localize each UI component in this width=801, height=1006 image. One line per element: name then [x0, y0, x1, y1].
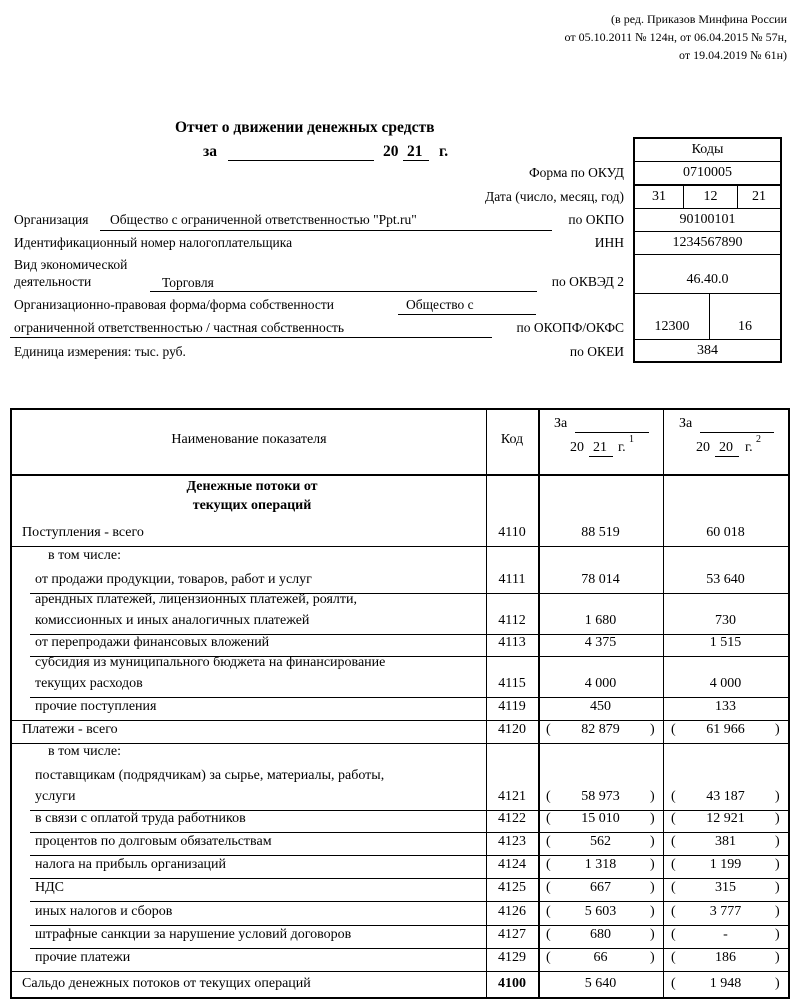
col-header-cur-year: 21	[593, 440, 607, 455]
row-line	[30, 925, 788, 926]
amendment-note-line2: от 05.10.2011 № 124н, от 06.04.2015 № 57н,	[564, 30, 787, 44]
row-code: 4112	[498, 613, 526, 628]
paren-close: )	[650, 880, 655, 895]
activity-label-line2: деятельности	[14, 274, 92, 289]
paren-open: (	[546, 857, 551, 872]
header-bottom-line	[10, 474, 788, 476]
row-value-prev: 4 000	[709, 676, 742, 691]
col-header-prev-year-underline	[715, 456, 739, 457]
table-border-left	[10, 408, 12, 999]
paren-open: (	[546, 722, 551, 737]
row-label: в связи с оплатой труда работников	[35, 811, 246, 826]
row-code: 4121	[498, 789, 526, 804]
paren-close: )	[775, 976, 780, 991]
year-label: г.	[439, 143, 449, 160]
inn-label-short: ИНН	[594, 235, 624, 250]
section-title-line2: текущих операций	[192, 498, 312, 513]
activity-value: Торговля	[162, 275, 214, 290]
row-label: комиссионных и иных аналогичных платежей	[35, 613, 310, 628]
row-value-cur: 4 375	[584, 635, 617, 650]
paren-close: )	[775, 880, 780, 895]
row-code: 4125	[498, 880, 526, 895]
col-header-cur-year-pre: 20	[570, 440, 584, 455]
row-line	[30, 948, 788, 949]
row-code: 4110	[498, 525, 526, 540]
paren-open: (	[546, 904, 551, 919]
col-header-cur-g: г.	[618, 440, 626, 455]
date-label: Дата (число, месяц, год)	[485, 189, 624, 204]
row-line	[30, 697, 788, 698]
table-border-right	[788, 408, 790, 999]
period-prefix: за	[203, 143, 217, 160]
activity-underline	[150, 291, 537, 292]
unit-label: Единица измерения: тыс. руб.	[14, 344, 186, 359]
section-title-line1: Денежные потоки от	[186, 479, 318, 494]
legal-form-label: Организационно-правовая форма/форма собственности	[14, 297, 335, 312]
row-label: процентов по долговым обязательствам	[35, 834, 272, 849]
col-header-prev-footnote: 2	[756, 434, 761, 445]
codes-header: Коды	[634, 138, 781, 162]
row-value-cur: 88 519	[581, 525, 620, 540]
col-header-cur-prefix: За	[554, 416, 568, 431]
row-value-prev: 381	[715, 834, 736, 849]
row-value-prev: 133	[715, 699, 736, 714]
row-line	[30, 832, 788, 833]
row-line	[10, 720, 788, 721]
paren-close: )	[775, 834, 780, 849]
col-header-cur-underline	[575, 432, 649, 433]
paren-close: )	[650, 927, 655, 942]
amendment-note-line3: от 19.04.2019 № 61н)	[679, 48, 787, 62]
row-value-cur: 680	[590, 927, 611, 942]
paren-open: (	[671, 950, 676, 965]
okpo-label: по ОКПО	[568, 212, 624, 227]
okud-label: Форма по ОКУД	[528, 165, 624, 180]
row-label: налога на прибыль организаций	[35, 857, 227, 872]
paren-close: )	[650, 857, 655, 872]
row-value-prev: 186	[715, 950, 736, 965]
paren-close: )	[650, 722, 655, 737]
row-value-cur: 66	[593, 950, 608, 965]
year-value: 21	[407, 143, 423, 160]
paren-close: )	[775, 904, 780, 919]
paren-close: )	[650, 789, 655, 804]
row-code: 4122	[498, 811, 526, 826]
row-value-cur: 78 014	[581, 572, 620, 587]
okei-code: 384	[634, 339, 781, 363]
row-value-cur: 450	[590, 699, 611, 714]
row-value-prev: 315	[715, 880, 736, 895]
org-label: Организация	[14, 212, 89, 227]
row-value-prev: 1 199	[709, 857, 742, 872]
row-value-cur: 562	[590, 834, 611, 849]
year-prefix: 20	[383, 143, 399, 160]
row-code: 4124	[498, 857, 526, 872]
row-value-prev: 53 640	[706, 572, 745, 587]
legal-form-value-line1: Общество с	[406, 297, 474, 312]
okved-code: 46.40.0	[634, 254, 781, 294]
date-month: 12	[683, 185, 738, 209]
col-header-prev-underline	[700, 432, 774, 433]
row-label: от перепродажи финансовых вложений	[35, 635, 270, 650]
paren-open: (	[546, 789, 551, 804]
okved-label: по ОКВЭД 2	[551, 274, 624, 289]
paren-close: )	[775, 857, 780, 872]
row-label: Поступления - всего	[22, 525, 144, 540]
okfs-code: 16	[709, 293, 781, 340]
row-label: услуги	[35, 789, 76, 804]
paren-open: (	[671, 976, 676, 991]
paren-open: (	[671, 880, 676, 895]
okei-label: по ОКЕИ	[569, 344, 624, 359]
paren-open: (	[546, 927, 551, 942]
inn-label: Идентификационный номер налогоплательщика	[14, 235, 293, 250]
col-header-name: Наименование показателя	[171, 432, 327, 447]
row-label: иных налогов и сборов	[35, 904, 173, 919]
col-header-cur-footnote: 1	[629, 434, 634, 445]
col-header-prev-year-pre: 20	[696, 440, 710, 455]
row-label: в том числе:	[48, 548, 121, 563]
row-code: 4123	[498, 834, 526, 849]
col-header-prev-prefix: За	[679, 416, 693, 431]
paren-open: (	[546, 834, 551, 849]
amendment-note-line1: (в ред. Приказов Минфина России	[611, 12, 787, 26]
row-label: прочие платежи	[35, 950, 131, 965]
row-line	[10, 743, 788, 744]
date-year: 21	[737, 185, 781, 209]
row-label: штрафные санкции за нарушение условий договоров	[35, 927, 352, 942]
row-code: 4100	[498, 976, 526, 991]
row-code: 4127	[498, 927, 526, 942]
row-value-cur: 1 680	[584, 613, 617, 628]
row-code: 4115	[498, 676, 526, 691]
row-value-cur: 5 640	[584, 976, 617, 991]
legal-form-underline1	[398, 314, 536, 315]
row-line	[10, 971, 788, 972]
row-value-cur: 667	[590, 880, 611, 895]
row-code: 4119	[498, 699, 526, 714]
col-header-prev-year: 20	[719, 440, 733, 455]
row-line	[10, 546, 788, 547]
row-code: 4111	[498, 572, 526, 587]
row-line	[30, 901, 788, 902]
paren-open: (	[671, 811, 676, 826]
paren-open: (	[671, 834, 676, 849]
row-value-prev: 61 966	[706, 722, 745, 737]
report-title: Отчет о движении денежных средств	[175, 119, 435, 136]
year-underline	[403, 160, 429, 161]
row-label: Сальдо денежных потоков от текущих операций	[22, 976, 311, 991]
row-label: от продажи продукции, товаров, работ и услуг	[35, 572, 312, 587]
row-label: поставщикам (подрядчикам) за сырье, материалы, работы,	[35, 768, 385, 783]
paren-close: )	[775, 927, 780, 942]
legal-form-underline2	[10, 337, 492, 338]
paren-close: )	[650, 811, 655, 826]
row-value-prev: 1 948	[709, 976, 742, 991]
legal-form-value-line2: ограниченной ответственностью / частная собственность	[14, 320, 345, 335]
paren-open: (	[546, 950, 551, 965]
paren-open: (	[671, 857, 676, 872]
paren-open: (	[671, 789, 676, 804]
row-value-prev: 43 187	[706, 789, 745, 804]
paren-open: (	[546, 880, 551, 895]
row-value-prev: 12 921	[706, 811, 745, 826]
row-line	[30, 855, 788, 856]
paren-close: )	[775, 950, 780, 965]
org-name-underline	[100, 230, 552, 231]
table-border-top	[10, 408, 788, 410]
inn-code: 1234567890	[634, 231, 781, 255]
org-name: Общество с ограниченной ответственностью "Ppt.ru"	[110, 212, 417, 227]
paren-open: (	[671, 927, 676, 942]
paren-close: )	[650, 834, 655, 849]
date-day: 31	[634, 185, 684, 209]
row-label: в том числе:	[48, 744, 121, 759]
paren-close: )	[650, 904, 655, 919]
col-header-cur-year-underline	[589, 456, 613, 457]
paren-close: )	[775, 789, 780, 804]
row-code: 4113	[498, 635, 526, 650]
row-value-cur: 58 973	[581, 789, 620, 804]
row-value-prev: -	[723, 927, 728, 942]
okopf-code: 12300	[634, 293, 710, 340]
row-code: 4126	[498, 904, 526, 919]
row-value-prev: 730	[715, 613, 736, 628]
table-border-bottom	[10, 997, 788, 999]
row-value-prev: 3 777	[709, 904, 742, 919]
row-value-cur: 4 000	[584, 676, 617, 691]
row-label: Платежи - всего	[22, 722, 118, 737]
okud-code: 0710005	[634, 161, 781, 185]
paren-close: )	[650, 950, 655, 965]
paren-close: )	[775, 811, 780, 826]
activity-label-line1: Вид экономической	[14, 257, 128, 272]
row-value-prev: 60 018	[706, 525, 745, 540]
row-value-cur: 15 010	[581, 811, 620, 826]
row-code: 4120	[498, 722, 526, 737]
okopf-label: по ОКОПФ/ОКФС	[516, 320, 624, 335]
row-label: прочие поступления	[35, 699, 157, 714]
row-value-cur: 5 603	[584, 904, 617, 919]
okpo-code: 90100101	[634, 208, 781, 232]
row-label: арендных платежей, лицензионных платежей, роялти,	[35, 592, 358, 607]
paren-open: (	[671, 904, 676, 919]
paren-open: (	[546, 811, 551, 826]
col-header-prev-g: г.	[745, 440, 753, 455]
row-value-prev: 1 515	[709, 635, 742, 650]
paren-close: )	[775, 722, 780, 737]
period-underline	[228, 160, 374, 161]
row-label: субсидия из муниципального бюджета на финансирование	[35, 655, 386, 670]
paren-open: (	[671, 722, 676, 737]
row-value-cur: 1 318	[584, 857, 617, 872]
row-label: текущих расходов	[35, 676, 143, 691]
amendment-note	[565, 10, 787, 64]
col-header-code: Код	[500, 432, 524, 447]
row-line	[30, 878, 788, 879]
row-value-cur: 82 879	[581, 722, 620, 737]
row-label: НДС	[35, 880, 64, 895]
row-code: 4129	[498, 950, 526, 965]
